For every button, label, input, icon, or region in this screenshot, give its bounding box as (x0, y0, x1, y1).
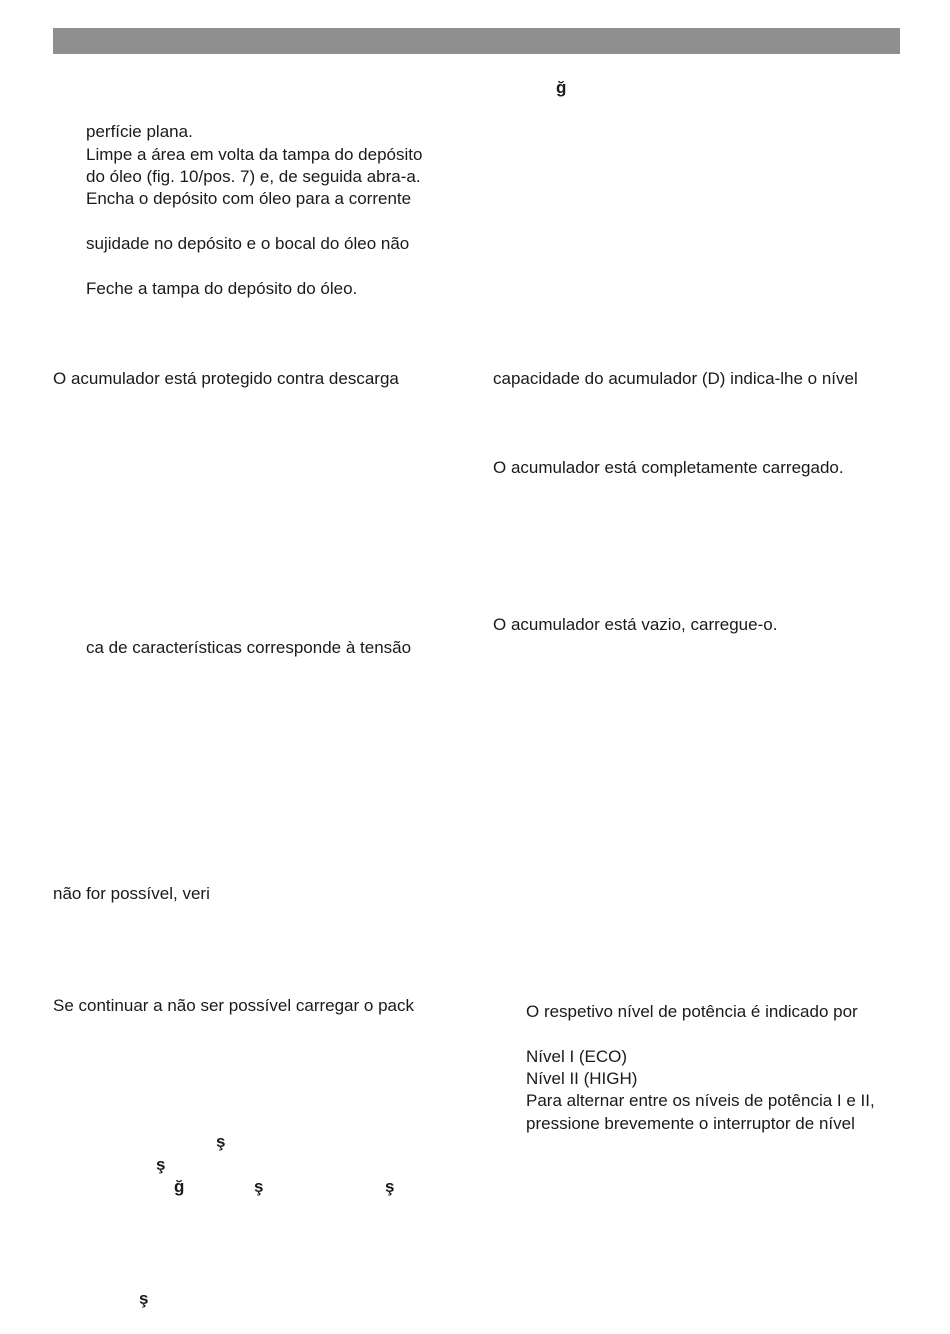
text-line: do óleo (fig. 10/pos. 7) e, de seguida abra-a. (86, 167, 421, 186)
text-line: sujidade no depósito e o bocal do óleo não (86, 234, 410, 253)
text-line: Se continuar a não ser possível carregar o pack (53, 996, 414, 1015)
text-line: Limpe a área em volta da tampa do depósito (86, 145, 423, 164)
text-line: não for possível, veri (53, 884, 210, 903)
glyph-fragment: ş (385, 1177, 395, 1196)
glyph-fragment: ş (254, 1177, 264, 1196)
text-line: O acumulador está completamente carregado. (493, 458, 844, 477)
text-line: pressione brevemente o interruptor de nível (526, 1114, 855, 1133)
text-line: O respetivo nível de potência é indicado por (526, 1002, 858, 1021)
text-line: Nível I (ECO) (526, 1047, 628, 1066)
glyph-fragment: ş (156, 1155, 166, 1174)
text-line: Encha o depósito com óleo para a corrente (86, 189, 412, 208)
glyph-fragment: ş (139, 1289, 149, 1308)
text-line: ca de características corresponde à tensão (86, 638, 412, 657)
text-line: O acumulador está vazio, carregue-o. (493, 615, 778, 634)
text-line: O acumulador está protegido contra descarga (53, 369, 399, 388)
text-line: Para alternar entre os níveis de potência I e II, (526, 1091, 875, 1110)
text-line: perfície plana. (86, 122, 193, 141)
text-line: capacidade do acumulador (D) indica-lhe o nível (493, 369, 858, 388)
glyph-fragment: ğ (174, 1177, 185, 1196)
text-line: Feche a tampa do depósito do óleo. (86, 279, 358, 298)
glyph-fragment: ğ (556, 78, 567, 97)
glyph-fragment: ş (216, 1132, 226, 1151)
header-bar (53, 28, 900, 54)
text-line: Nível II (HIGH) (526, 1069, 638, 1088)
